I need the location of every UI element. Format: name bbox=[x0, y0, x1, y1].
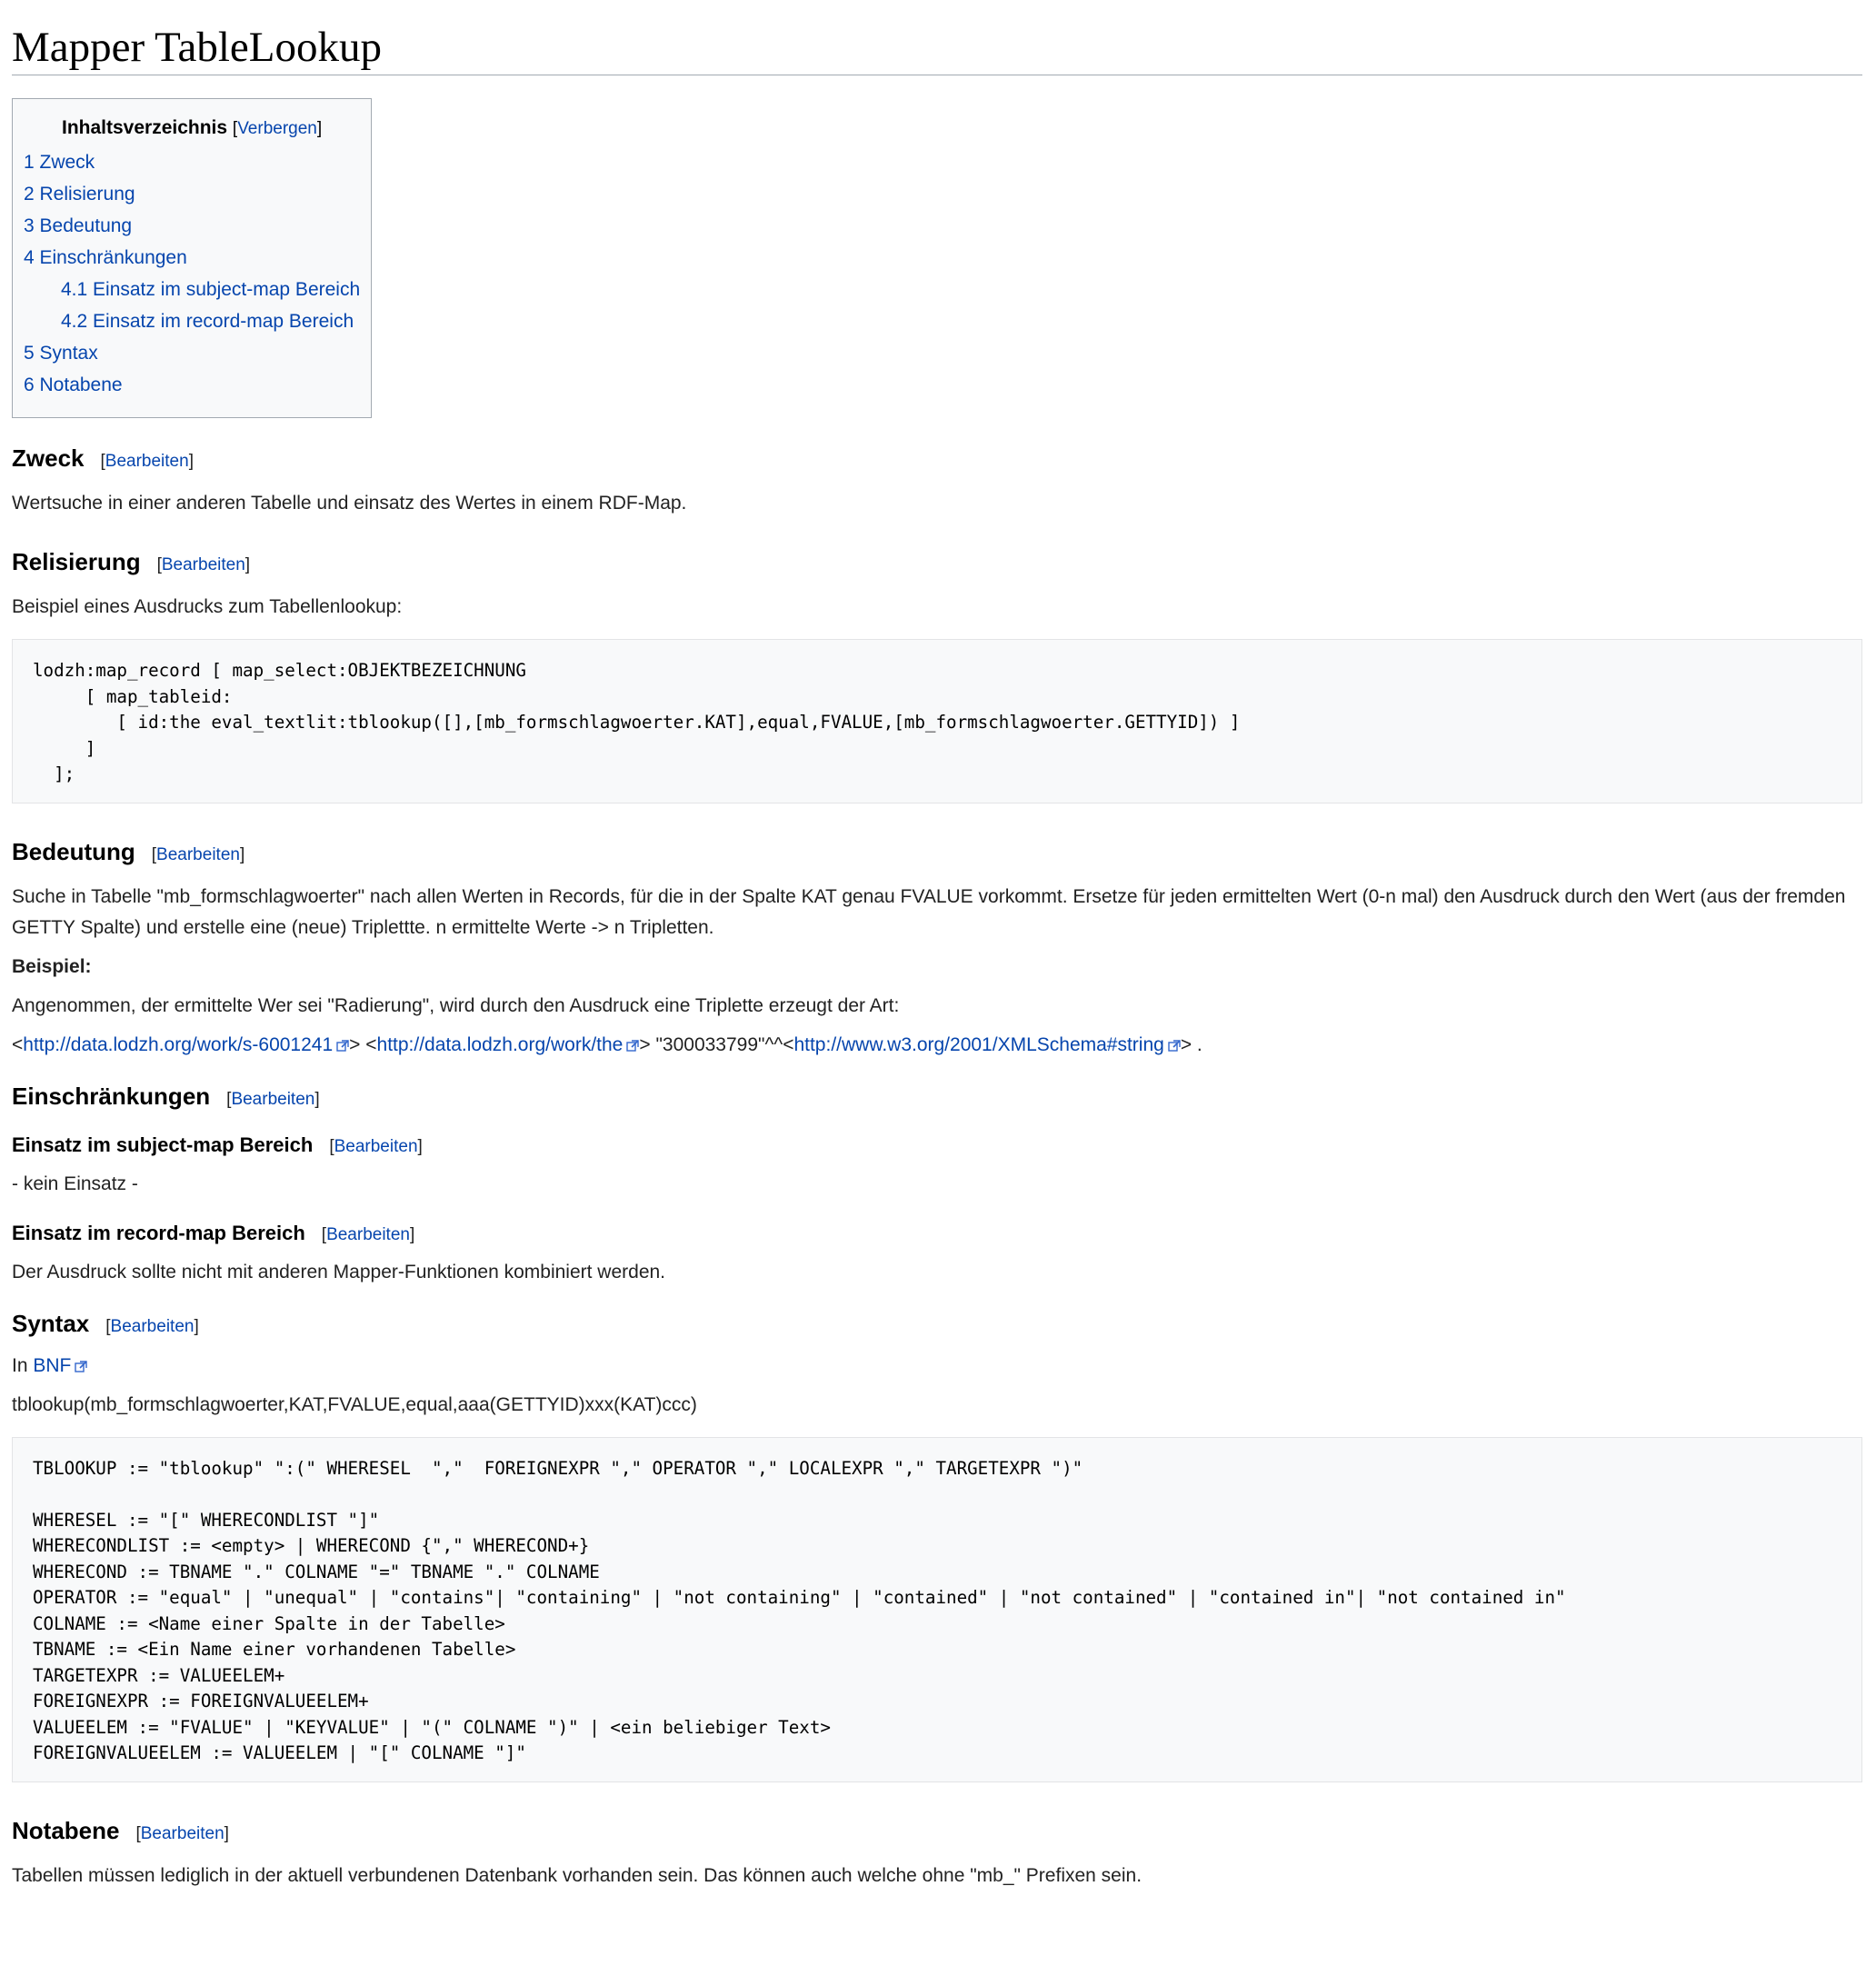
edit-section-relisierung: [Bearbeiten] bbox=[156, 555, 251, 574]
bnf-link[interactable]: BNF bbox=[33, 1354, 72, 1376]
heading-text: Zweck bbox=[12, 444, 85, 472]
syntax-code-block: TBLOOKUP := "tblookup" ":(" WHERESEL "," FOREIGNEXPR "," OPERATOR "," LOCALEXPR "," TARGETEXPR ")" WHERESEL := "[" WHERECONDLIST "]" WHERECONDLIST := <empty> | WHERECOND {"," WHERECOND+} WHERECOND := TBNAME "." COLNAME "=" TBNAME "." COLNAME OPERATOR := "equal" | "unequal" | "contains"| "containing" | "not containing" | "contained" | "not contained" | "contained in"| "not contained in" COLNAME := <Name einer Spalte in der Tabelle> TBNAME := <Ein Name einer vorhandenen Tabelle> TARGETEXPR := VALUEELEM+ FOREIGNEXPR := FOREIGNVALUEELEM+ VALUEELEM := "FVALUE" | "KEYVALUE" | "(" COLNAME ")" | <ein beliebiger Text> FOREIGNVALUEELEM := VALUEELEM | "[" COLNAME "]" bbox=[12, 1437, 1862, 1782]
bedeutung-text: Suche in Tabelle "mb_formschlagwoerter" nach allen Werten in Records, für die in der Spalte KAT genau FVALUE vorkommt. Ersetze für jeden ermittelten Wert (0-n mal) den Ausdruck durch den Wert (aus der fremden GETTY Spalte) und erstelle eine (neue) Triplettte. n ermittelte Werte -> n Tripletten. bbox=[12, 885, 1846, 938]
triple-line bbox=[12, 1030, 1862, 1061]
toc-item-einschraenkungen[interactable]: 4 Einschränkungen bbox=[24, 247, 187, 268]
page-title: Mapper TableLookup bbox=[12, 13, 1862, 75]
heading-text: Einsatz im subject-map Bereich bbox=[12, 1133, 314, 1156]
relisierung-text: Beispiel eines Ausdrucks zum Tabellenlookup: bbox=[12, 596, 403, 617]
triple-mid2: > "300033799"^^< bbox=[639, 1033, 794, 1055]
edit-link[interactable]: Bearbeiten bbox=[231, 1089, 315, 1109]
heading-text: Bedeutung bbox=[12, 837, 135, 865]
edit-section-record-map: [Bearbeiten] bbox=[321, 1224, 415, 1244]
heading-text: Notabene bbox=[12, 1816, 120, 1844]
external-link-icon bbox=[1168, 1040, 1181, 1052]
section-heading-syntax bbox=[12, 1308, 1862, 1342]
table-of-contents bbox=[12, 98, 372, 418]
section-heading-zweck bbox=[12, 443, 1862, 477]
external-link-icon bbox=[626, 1040, 639, 1052]
external-link-icon bbox=[75, 1361, 87, 1372]
edit-section-bedeutung: [Bearbeiten] bbox=[151, 844, 245, 864]
syntax-example: tblookup(mb_formschlagwoerter,KAT,FVALUE,equal,aaa(GETTYID)xxx(KAT)ccc) bbox=[12, 1393, 697, 1415]
triple-link-datatype[interactable]: http://www.w3.org/2001/XMLSchema#string bbox=[793, 1033, 1164, 1055]
section-heading-einschraenkungen bbox=[12, 1081, 1862, 1115]
record-map-text: Der Ausdruck sollte nicht mit anderen Mapper-Funktionen kombiniert werden. bbox=[12, 1261, 666, 1282]
heading-text: Einsatz im record-map Bereich bbox=[12, 1221, 305, 1244]
external-link-icon bbox=[336, 1040, 349, 1052]
edit-link[interactable]: Bearbeiten bbox=[110, 1316, 195, 1336]
toc-item-subject-map[interactable]: 4.1 Einsatz im subject-map Bereich bbox=[61, 279, 361, 300]
edit-section-notabene: [Bearbeiten] bbox=[135, 1823, 229, 1843]
subject-map-text: - kein Einsatz - bbox=[12, 1173, 138, 1194]
edit-link[interactable]: Bearbeiten bbox=[326, 1224, 410, 1244]
toc-hide-toggle: [Verbergen] bbox=[232, 119, 323, 138]
toc-item-zweck[interactable]: 1 Zweck bbox=[24, 152, 95, 173]
example-text: Angenommen, der ermittelte Wer sei "Radierung", wird durch den Ausdruck eine Triplette erzeugt der Art: bbox=[12, 994, 900, 1016]
triple-end: > . bbox=[1180, 1033, 1202, 1055]
toc-hide-link[interactable]: Verbergen bbox=[237, 119, 317, 138]
notabene-text: Tabellen müssen lediglich in der aktuell verbundenen Datenbank vorhanden sein. Das können auch welche ohne "mb_" Prefixen sein. bbox=[12, 1864, 1143, 1886]
toc-item-notabene[interactable]: 6 Notabene bbox=[24, 374, 123, 395]
relisierung-code-block: lodzh:map_record [ map_select:OBJEKTBEZEICHNUNG [ map_tableid: [ id:the eval_textlit:tblookup([],[mb_formschlagwoerter.KAT],equal,FVALUE,[mb_formschlagwoerter.GETTYID]) ] ] ]; bbox=[12, 639, 1862, 803]
subsection-heading-record-map bbox=[12, 1220, 1862, 1249]
edit-link[interactable]: Bearbeiten bbox=[334, 1136, 418, 1156]
syntax-bnf-line bbox=[12, 1351, 1862, 1382]
section-heading-relisierung bbox=[12, 546, 1862, 581]
triple-lt: < bbox=[12, 1033, 24, 1055]
toc-item-syntax[interactable]: 5 Syntax bbox=[24, 343, 98, 364]
heading-text: Einschränkungen bbox=[12, 1082, 211, 1110]
heading-text: Relisierung bbox=[12, 548, 141, 575]
toc-item-bedeutung[interactable]: 3 Bedeutung bbox=[24, 215, 133, 236]
edit-section-zweck: [Bearbeiten] bbox=[100, 452, 194, 471]
edit-link[interactable]: Bearbeiten bbox=[161, 555, 245, 574]
zweck-text: Wertsuche in einer anderen Tabelle und einsatz des Wertes in einem RDF-Map. bbox=[12, 493, 687, 514]
edit-section-subject-map: [Bearbeiten] bbox=[329, 1136, 423, 1156]
edit-link[interactable]: Bearbeiten bbox=[156, 844, 240, 864]
edit-section-syntax: [Bearbeiten] bbox=[105, 1316, 199, 1336]
edit-link[interactable]: Bearbeiten bbox=[105, 452, 189, 471]
triple-link-subject[interactable]: http://data.lodzh.org/work/s-6001241 bbox=[23, 1033, 334, 1055]
toc-item-record-map[interactable]: 4.2 Einsatz im record-map Bereich bbox=[61, 311, 354, 332]
toc-item-relisierung[interactable]: 2 Relisierung bbox=[24, 184, 135, 205]
example-label: Beispiel: bbox=[12, 955, 92, 977]
toc-header bbox=[24, 112, 360, 145]
section-heading-bedeutung bbox=[12, 836, 1862, 871]
subsection-heading-subject-map bbox=[12, 1132, 1862, 1161]
bnf-prefix: In bbox=[12, 1354, 28, 1376]
edit-link[interactable]: Bearbeiten bbox=[140, 1823, 225, 1843]
triple-mid1: > < bbox=[349, 1033, 377, 1055]
triple-link-predicate[interactable]: http://data.lodzh.org/work/the bbox=[376, 1033, 624, 1055]
edit-section-einschraenkungen: [Bearbeiten] bbox=[226, 1089, 320, 1109]
heading-text: Syntax bbox=[12, 1309, 90, 1337]
toc-heading: Inhaltsverzeichnis bbox=[61, 117, 228, 138]
section-heading-notabene bbox=[12, 1815, 1862, 1850]
